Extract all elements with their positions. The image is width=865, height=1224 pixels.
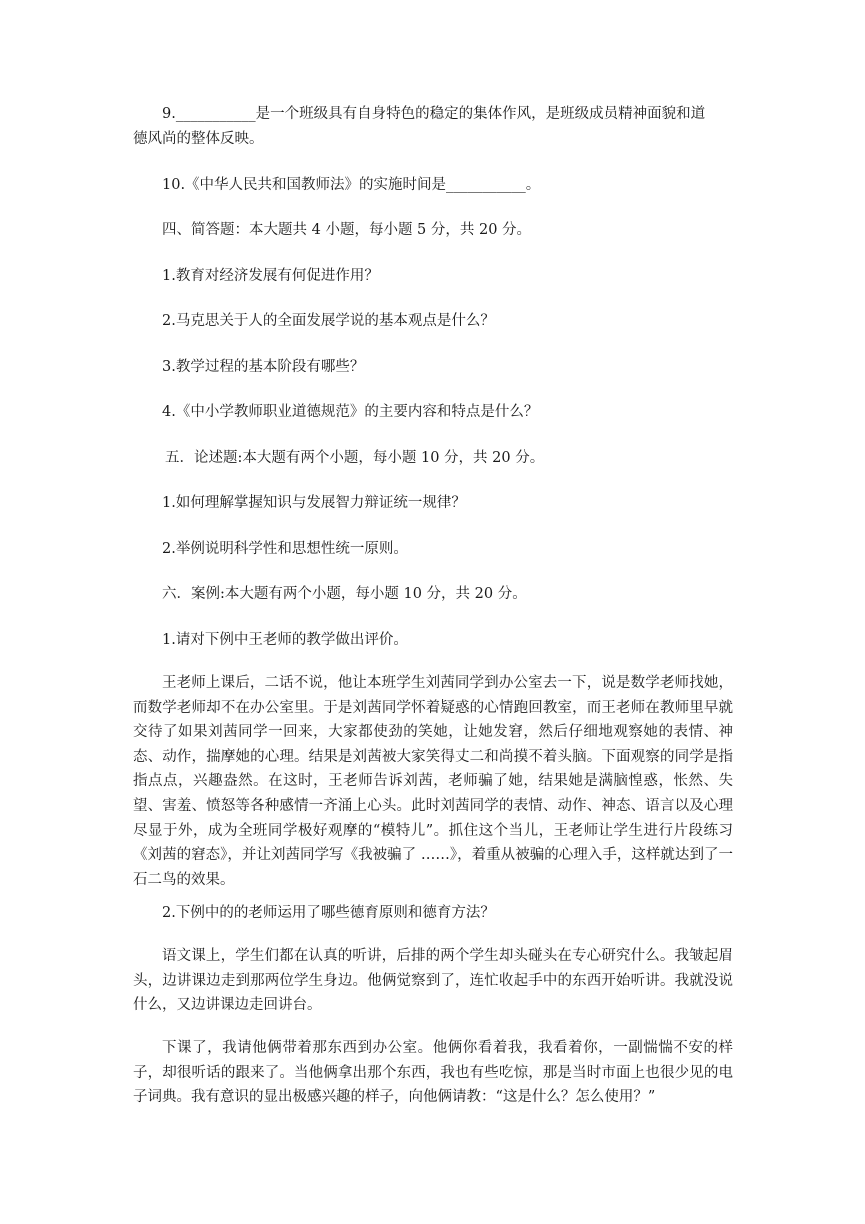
section-5-question-2: 2.举例说明科学性和思想性统一原则。	[162, 541, 408, 557]
case-1-paragraph: 王老师上课后，二话不说，他让本班学生刘茜同学到办公室去一下，说是数学老师找她，而数学老师却不在办公室里。于是刘茜同学怀着疑惑的心情跑回教室，而王老师在教师里早就交待了如果刘茜同学一回来，大家都使劲的笑她，让她发窘，然后仔细地观察她的表情、神态、动作，揣摩她的心理。结果是刘茜被大家笑得丈二和尚摸不着头脑。下面观察的同学是指指点点，兴趣盎然。在这时，王老师告诉刘茜，老师骗了她，结果她是满脑惶惑，怅然、失望、害羞、愤怒等各种感情一齐涌上心头。此时刘茜同学的表情、动作、神态、语言以及心理尽显于外，成为全班同学极好观摩的“模特儿”。抓住这个当儿，王老师让学生进行片段练习《刘茜的窘态》，并让刘茜同学写《我被骗了 ……》，着重从被骗的心理入手，这样就达到了一石二鸟的效果。	[133, 675, 733, 888]
question-10: 10.《中华人民共和国教师法》的实施时间是___________。	[162, 177, 541, 193]
section-4-heading: 四、简答题：本大题共 4 小题，每小题 5 分，共 20 分。	[162, 222, 532, 238]
question-9-line-1: 9.___________是一个班级具有自身特色的稳定的集体作风，是班级成员精神面貌和道	[162, 106, 706, 122]
section-4-question-1: 1.教育对经济发展有何促进作用？	[162, 268, 379, 284]
question-9-line-2: 德风尚的整体反映。	[133, 131, 264, 147]
case-2-paragraph-1: 语文课上，学生们都在认真的听讲，后排的两个学生却头碰头在专心研究什么。我皱起眉头，边讲课边走到那两位学生身边。他俩觉察到了，连忙收起手中的东西开始听讲。我就没说什么，又边讲课边走回讲台。	[133, 948, 733, 1014]
section-6-question-1: 1.请对下例中王老师的教学做出评价。	[162, 632, 408, 648]
section-4-question-3: 3.教学过程的基本阶段有哪些？	[162, 359, 365, 375]
section-5-heading: 五．论述题:本大题有两个小题，每小题 10 分，共 20 分。	[165, 450, 545, 466]
section-6-question-2: 2.下例中的的老师运用了哪些德育原则和德育方法？	[162, 905, 495, 921]
section-6-heading: 六．案例:本大题有两个小题，每小题 10 分，共 20 分。	[162, 586, 527, 602]
section-4-question-4: 4.《中小学教师职业道德规范》的主要内容和特点是什么？	[162, 404, 539, 420]
section-4-question-2: 2.马克思关于人的全面发展学说的基本观点是什么？	[162, 313, 495, 329]
case-2-paragraph-2: 下课了，我请他俩带着那东西到办公室。他俩你看着我，我看着你，一副惴惴不安的样子，却很听话的跟来了。当他俩拿出那个东西，我也有些吃惊，那是当时市面上也很少见的电子词典。我有意识的显出极感兴趣的样子，向他俩请教：“这是什么？怎么使用？”	[133, 1040, 733, 1106]
section-5-question-1: 1.如何理解掌握知识与发展智力辩证统一规律？	[162, 495, 466, 511]
